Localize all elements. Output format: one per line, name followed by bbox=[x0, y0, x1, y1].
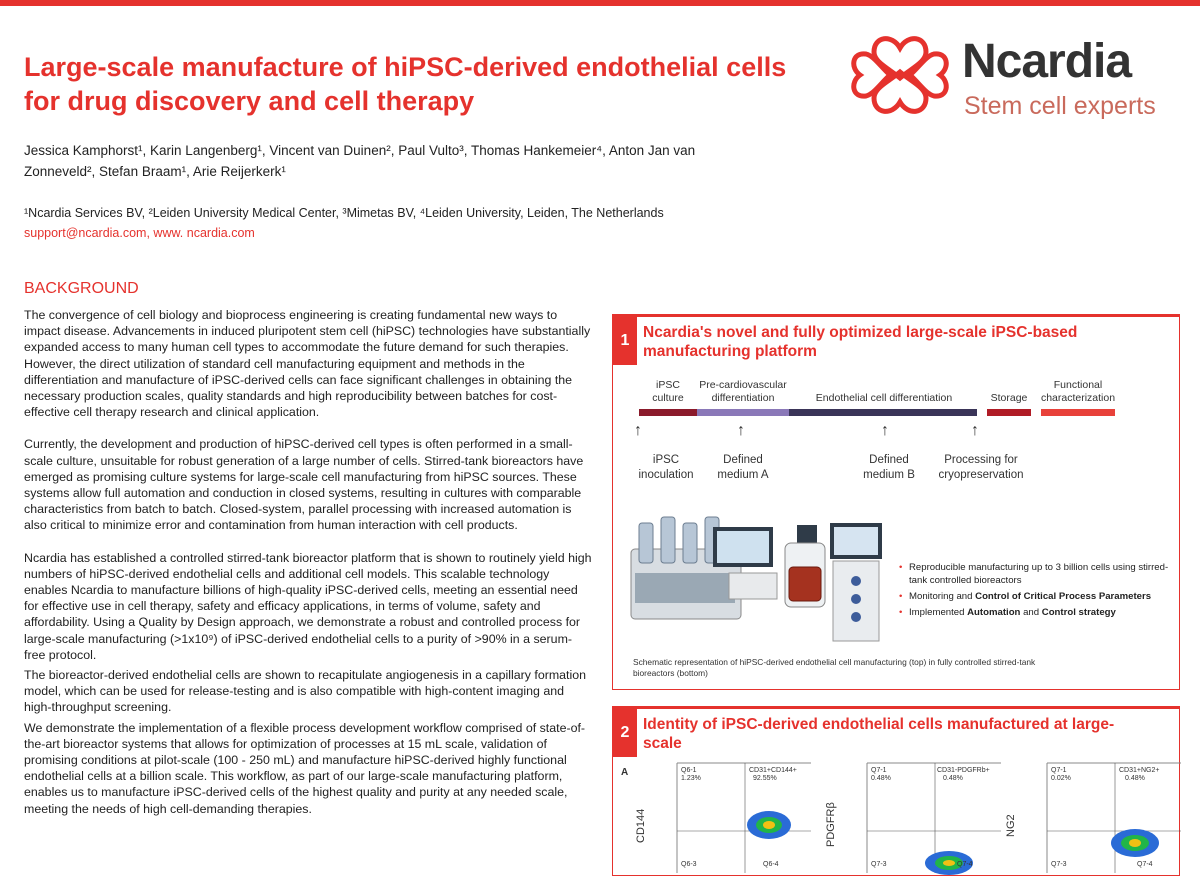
event-label: Processing for cryopreservation bbox=[938, 454, 1024, 481]
arrow-up-icon: ↑ bbox=[881, 422, 889, 439]
facs-y-label: NG2 bbox=[1005, 814, 1017, 837]
panel-endothelial-identity bbox=[612, 706, 1180, 876]
quadrant-label: Q7-1 bbox=[1051, 767, 1067, 774]
quadrant-label: Q7-4 bbox=[957, 861, 973, 868]
quadrant-value: 0.48% bbox=[943, 775, 963, 782]
quadrant-label: Q7-3 bbox=[1051, 861, 1067, 868]
quadrant-label: CD31-PDGFRb+ bbox=[937, 767, 990, 774]
quadrant-value: 0.48% bbox=[871, 775, 891, 782]
figure-caption: Schematic representation of hiPSC-derived endothelial cell manufacturing (top) in fully controlled stirred-tank bioreactors (bottom) bbox=[633, 657, 1036, 678]
stage-label: Endothelial cell differentiation bbox=[815, 392, 953, 404]
event-label: Defined medium B bbox=[863, 454, 915, 481]
event-label: Defined medium A bbox=[717, 454, 769, 481]
facs-y-label: CD144 bbox=[635, 808, 647, 843]
panel-number: 2 bbox=[613, 709, 637, 757]
quadrant-value: 0.48% bbox=[1125, 775, 1145, 782]
quadrant-label: Q6-4 bbox=[763, 861, 779, 868]
quadrant-label: Q6-1 bbox=[681, 767, 697, 774]
contact-links[interactable]: support@ncardia.com, www. ncardia.com bbox=[24, 226, 255, 240]
background-paragraph: The convergence of cell biology and bioprocess engineering is creating fundamental new ways to impact disease. Advancements in induced pluripotent stem cell (hiPSC) technologies have substantially expanded access to many human cell types to accommodate the future demand for such therapies. However, the direct utilization of standard cell manufacturing equipment and methods in the differentiation and manufacture of iPSC-derived cells can face significant challenges in obtaining the necessary production scales, quality standards and high reproducibility between batches for cost-effective cell therapy research and clinical application. bbox=[24, 308, 591, 420]
event-label: iPSC inoculation bbox=[638, 454, 694, 481]
background-paragraph: Currently, the development and production of hiPSC-derived cell types is often performed in a small-scale culture, unsuitable for robust generation of a large number of cells. Stirred-tank bioreactors have emerged as promising culture systems for large-scale cell manufacturing from hiPSC sources. These systems allow full automation and conduction in closed systems, resulting in cultures with comparable characteristics from batch to batch. Closed-system, parallel processing with increased automation is also critical to minimize error and contamination from human interaction with cell products. bbox=[24, 437, 584, 533]
background-paragraph: The bioreactor-derived endothelial cells are shown to recapitulate angiogenesis in a capillary formation model, which can be used for release-testing and is also compatible with high-content imaging and high-throughput screening. bbox=[24, 668, 587, 715]
poster-title: Large-scale manufacture of hiPSC-derived endothelial cells for drug discovery and cell therapy bbox=[24, 52, 787, 116]
quadrant-label: Q7-1 bbox=[871, 767, 887, 774]
panel-title: Ncardia's novel and fully optimized large-scale iPSC-based manufacturing platform bbox=[643, 324, 1078, 360]
background-paragraph: Ncardia has established a controlled stirred-tank bioreactor platform that is shown to routinely yield high numbers of hiPSC-derived endothelial cells and additional cell models. This scalable technology enables Ncardia to manufacture billions of high-quality iPSC-derived cells, meeting an essential need for effective use in cell therapy, safety and efficacy applications, in terms of volume, safety and affordability. Using a Quality by Design approach, we demonstrate a robust and controlled process for large-scale manufacturing (>1x10⁹) of iPSC-derived endothelial cells to a purity of >90% in a serum-free protocol. bbox=[24, 550, 592, 662]
background-heading: BACKGROUND bbox=[24, 280, 139, 297]
stage-label: iPSC culture bbox=[652, 379, 684, 404]
company-logo bbox=[850, 30, 1180, 125]
arrow-up-icon: ↑ bbox=[634, 422, 642, 439]
platform-feature-list bbox=[899, 561, 1169, 622]
quadrant-label: CD31+CD144+ bbox=[749, 767, 797, 774]
facs-plot bbox=[635, 763, 803, 873]
logo-name: Ncardia bbox=[962, 35, 1132, 88]
stage-bar-ipsc bbox=[639, 409, 697, 416]
facs-y-label: PDGFRβ bbox=[825, 802, 837, 847]
quadrant-label: Q7-4 bbox=[1137, 861, 1153, 868]
ncardia-hearts-logo-icon bbox=[850, 30, 950, 120]
panel-number: 1 bbox=[613, 317, 637, 365]
stage-bar-functional bbox=[1041, 409, 1115, 416]
quadrant-value: 0.02% bbox=[1051, 775, 1071, 782]
panel-manufacturing-platform bbox=[612, 314, 1180, 690]
feature-text-bold: Control of Critical Process Parameters bbox=[975, 591, 1152, 602]
background-body bbox=[24, 307, 592, 819]
quadrant-value: 1.23% bbox=[681, 775, 701, 782]
author-list: Jessica Kamphorst¹, Karin Langenberg¹, Vincent van Duinen², Paul Vulto³, Thomas Hankemeier⁴, Anton Jan van Zonneveld², Stefan Braam¹, Arie Reijerkerk¹ bbox=[24, 143, 696, 179]
quadrant-label: Q6-3 bbox=[681, 861, 697, 868]
feature-item bbox=[899, 590, 1169, 603]
feature-text-bold: Automation bbox=[967, 607, 1021, 618]
feature-item bbox=[899, 561, 1169, 587]
bioreactor-system-illustration bbox=[625, 513, 895, 643]
stage-bar-storage bbox=[987, 409, 1031, 416]
stage-label: Storage bbox=[990, 392, 1028, 404]
affiliations: ¹Ncardia Services BV, ²Leiden University Medical Center, ³Mimetas BV, ⁴Leiden University, Leiden, The Netherlands bbox=[24, 206, 664, 220]
background-paragraph: We demonstrate the implementation of a flexible process development workflow comprised of state-of-the-art bioreactor systems that allows for optimization of processes at 15 mL scale, validation of promising conditions at pilot-scale (100 - 250 mL) and manufacture hiPSC-derived highly functional endothelial cells at a billion scale. This workflow, as part of our large-scale manufacturing platform, enables us to manufacture iPSC-derived cells of the highest quality and purity at any needed scale, meeting the needs of high cell-demanding therapies. bbox=[24, 720, 586, 816]
quadrant-value: 92.55% bbox=[753, 775, 777, 782]
arrow-up-icon: ↑ bbox=[971, 422, 979, 439]
feature-text: Implemented bbox=[909, 607, 968, 618]
panel-title: Identity of iPSC-derived endothelial cells manufactured at large-scale bbox=[643, 716, 1115, 752]
stage-bar-endothelial bbox=[789, 409, 977, 416]
feature-item bbox=[899, 606, 1169, 619]
facs-plot bbox=[1005, 763, 1173, 873]
arrow-up-icon: ↑ bbox=[737, 422, 745, 439]
feature-text-bold: Control strategy bbox=[1041, 607, 1116, 618]
top-accent-bar bbox=[0, 0, 1200, 6]
feature-text: and bbox=[1020, 607, 1042, 618]
facs-plot bbox=[825, 763, 993, 873]
figure-sublabel: A bbox=[621, 767, 629, 778]
stage-label: Pre-cardiovascular differentiation bbox=[699, 379, 787, 404]
quadrant-label: CD31+NG2+ bbox=[1119, 767, 1160, 774]
feature-text: Reproducible manufacturing up to 3 billion cells using stirred-tank controlled bioreactors bbox=[909, 562, 1169, 586]
stage-bar-precardio bbox=[697, 409, 789, 416]
quadrant-label: Q7-3 bbox=[871, 861, 887, 868]
logo-tagline: Stem cell experts bbox=[964, 92, 1156, 120]
stage-label: Functional characterization bbox=[1040, 379, 1116, 404]
feature-text: Monitoring and bbox=[909, 591, 976, 602]
